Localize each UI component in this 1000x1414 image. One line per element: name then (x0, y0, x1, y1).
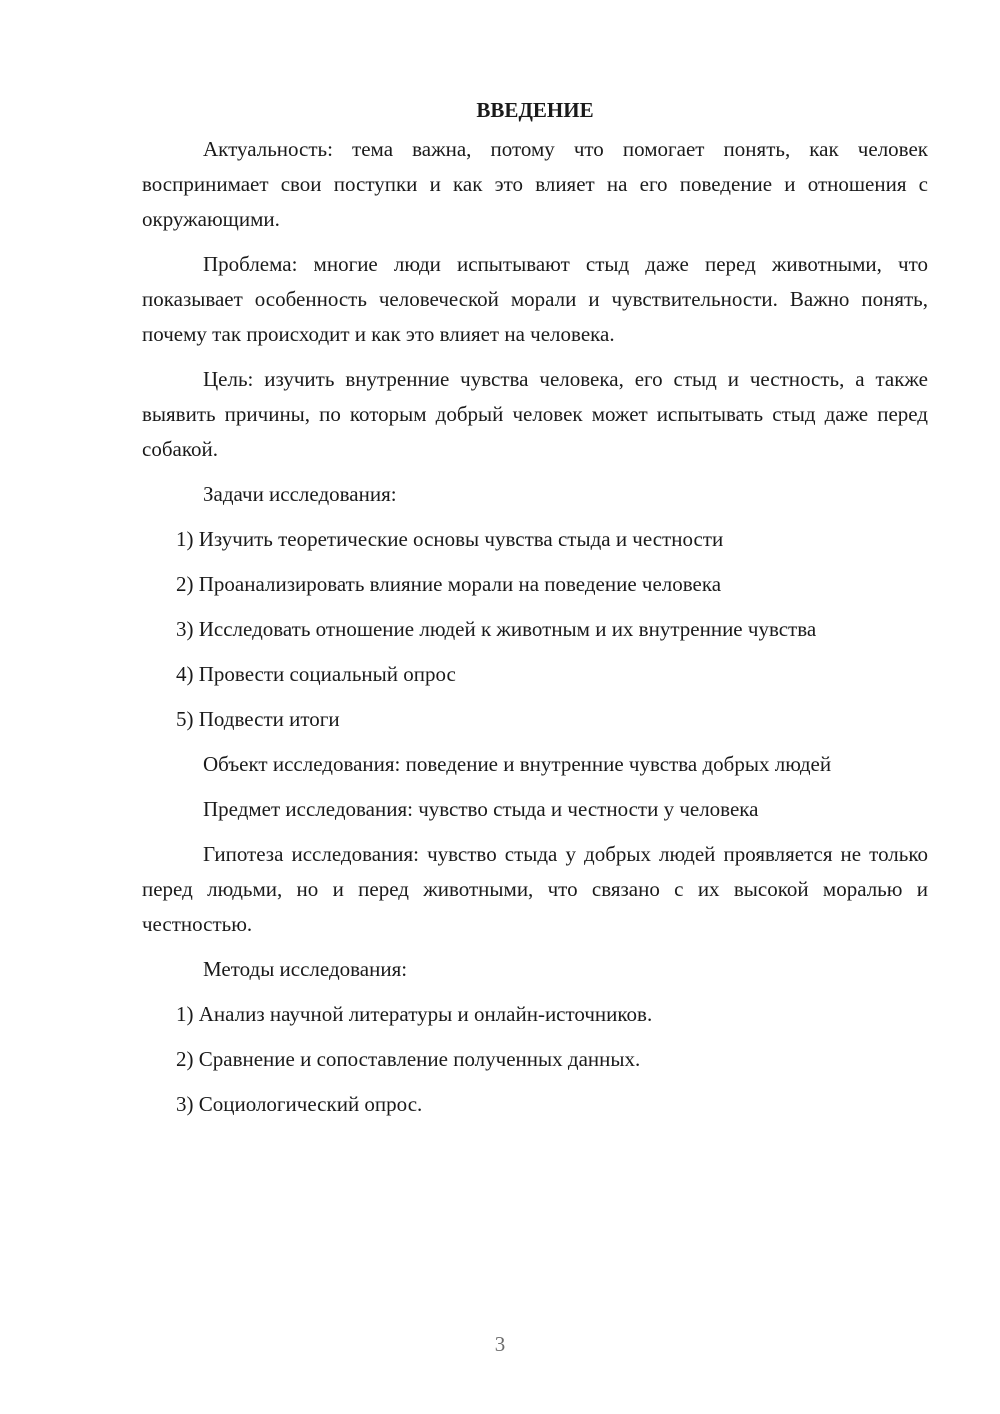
section-title: ВВЕДЕНИЕ (476, 98, 594, 122)
subject-paragraph: Предмет исследования: чувство стыда и честности у человека (203, 797, 759, 821)
page-number: 3 (494, 1332, 506, 1356)
problem-paragraph: Проблема: многие люди испытывают стыд даже перед животными, что показывает особенность человеческой морали и чувствительности. Важно понять, почему так происходит и как это влияет на человека. (142, 252, 928, 346)
document-page (142, 93, 928, 1132)
list-item: 3) Социологический опрос. (176, 1092, 423, 1116)
goal-paragraph: Цель: изучить внутренние чувства человека, его стыд и честность, а также выявить причины, по которым добрый человек может испытывать стыд даже перед собакой. (142, 367, 928, 461)
tasks-list (142, 522, 928, 737)
list-item: 2) Проанализировать влияние морали на поведение человека (176, 572, 722, 596)
list-item: 2) Сравнение и сопоставление полученных данных. (176, 1047, 641, 1071)
tasks-heading: Задачи исследования: (203, 482, 397, 506)
hypothesis-paragraph: Гипотеза исследования: чувство стыда у добрых людей проявляется не только перед людьми, но и перед животными, что связано с их высокой моралью и честностью. (142, 842, 928, 936)
object-paragraph: Объект исследования: поведение и внутренние чувства добрых людей (203, 752, 832, 776)
list-item: 3) Исследовать отношение людей к животным и их внутренние чувства (176, 617, 817, 641)
list-item: 5) Подвести итоги (176, 707, 340, 731)
relevance-paragraph: Актуальность: тема важна, потому что помогает понять, как человек воспринимает свои поступки и как это влияет на его поведение и отношения с окружающими. (142, 137, 928, 231)
list-item: 1) Анализ научной литературы и онлайн-источников. (176, 1002, 653, 1026)
list-item: 4) Провести социальный опрос (176, 662, 456, 686)
methods-heading: Методы исследования: (203, 957, 408, 981)
list-item: 1) Изучить теоретические основы чувства стыда и честности (176, 527, 724, 551)
methods-list (142, 997, 928, 1122)
